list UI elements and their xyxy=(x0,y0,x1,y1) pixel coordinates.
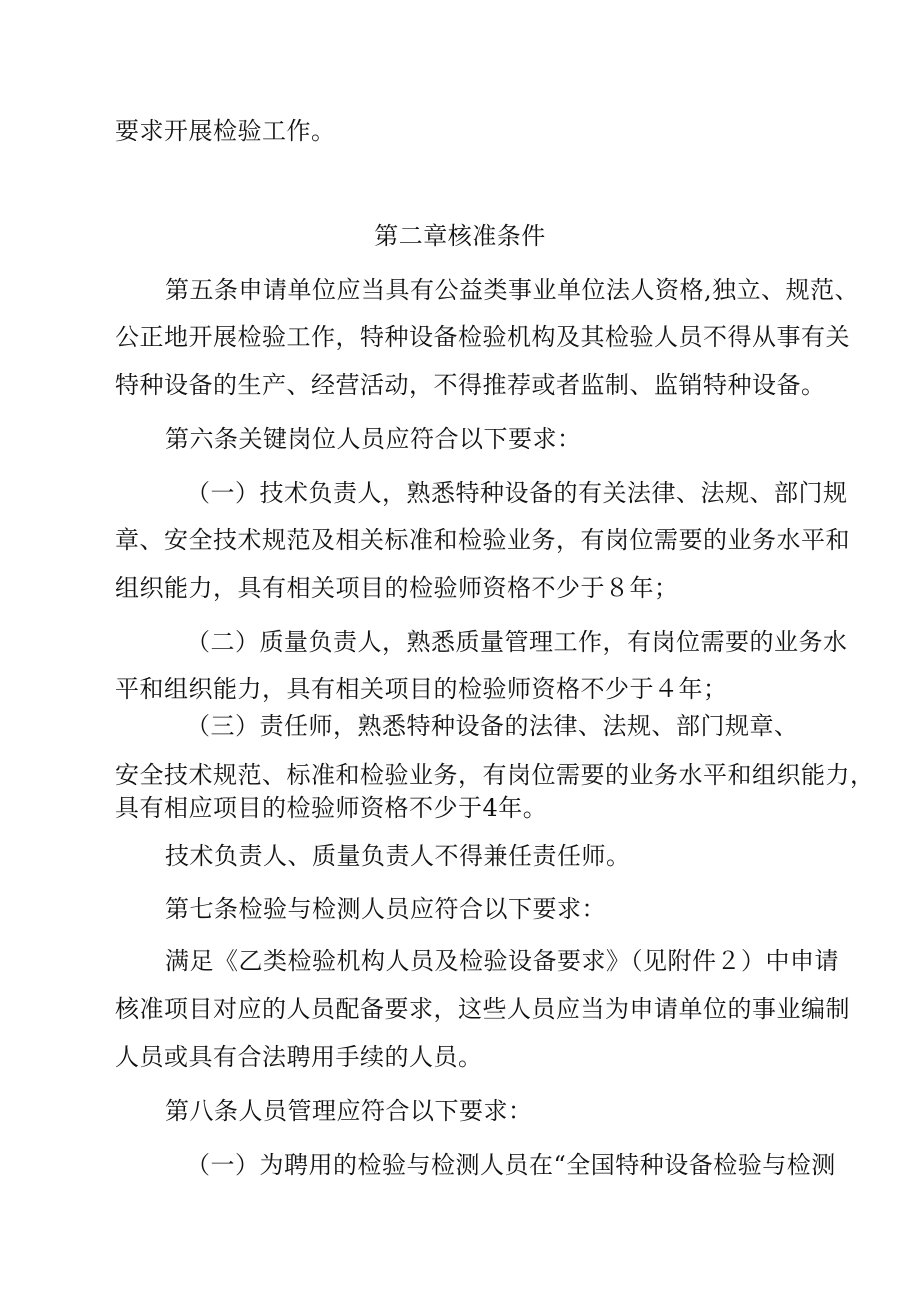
continuation-line: 要求开展检验工作。 xyxy=(115,117,336,145)
article-6-note: 技术负责人、质量负责人不得兼任责任师。 xyxy=(165,842,631,870)
article-8-item-1-line-1: （一）为聘用的检验与检测人员在“全国特种设备检验与检测 xyxy=(186,1151,836,1179)
article-6-item-2-line-2: 平和组织能力，具有相关项目的检验师资格不少于４年； xyxy=(115,675,728,703)
article-6-item-3-line-2: 安全技术规范、标准和检验业务，有岗位需要的业务水平和组织能力， xyxy=(115,761,875,789)
article-6-item-1-line-3: 组织能力，具有相关项目的检验师资格不少于８年； xyxy=(115,574,679,602)
article-6-item-1-line-1: （一）技术负责人，熟悉特种设备的有关法律、法规、部门规 xyxy=(186,479,848,507)
article-7-line-1: 满足《乙类检验机构人员及检验设备要求》（见附件２）中申请 xyxy=(165,947,839,975)
article-6-item-3-line-3: 具有相应项目的检验师资格不少于4年。 xyxy=(115,794,548,822)
chapter-heading: 第二章核准条件 xyxy=(374,222,546,250)
article-5-line-3: 特种设备的生产、经营活动，不得推荐或者监制、监销特种设备。 xyxy=(115,371,826,399)
article-5-line-1: 第五条申请单位应当具有公益类事业单位法人资格,独立、规范、 xyxy=(165,276,860,304)
article-6-item-2-line-1: （二）质量负责人，熟悉质量管理工作，有岗位需要的业务水 xyxy=(186,628,848,656)
article-8-heading: 第八条人员管理应符合以下要求： xyxy=(165,1097,533,1125)
article-6-item-3-line-1: （三）责任师，熟悉特种设备的法律、法规、部门规章、 xyxy=(186,712,799,740)
article-6-item-1-line-2: 章、安全技术规范及相关标准和检验业务，有岗位需要的业务水平和 xyxy=(115,526,850,554)
article-7-line-2: 核准项目对应的人员配备要求，这些人员应当为申请单位的事业编制 xyxy=(115,995,850,1023)
article-7-heading: 第七条检验与检测人员应符合以下要求： xyxy=(165,895,606,923)
article-7-line-3: 人员或具有合法聘用手续的人员。 xyxy=(115,1043,483,1071)
article-5-line-2: 公正地开展检验工作，特种设备检验机构及其检验人员不得从事有关 xyxy=(115,323,850,351)
article-6-heading: 第六条关键岗位人员应符合以下要求： xyxy=(165,425,582,453)
